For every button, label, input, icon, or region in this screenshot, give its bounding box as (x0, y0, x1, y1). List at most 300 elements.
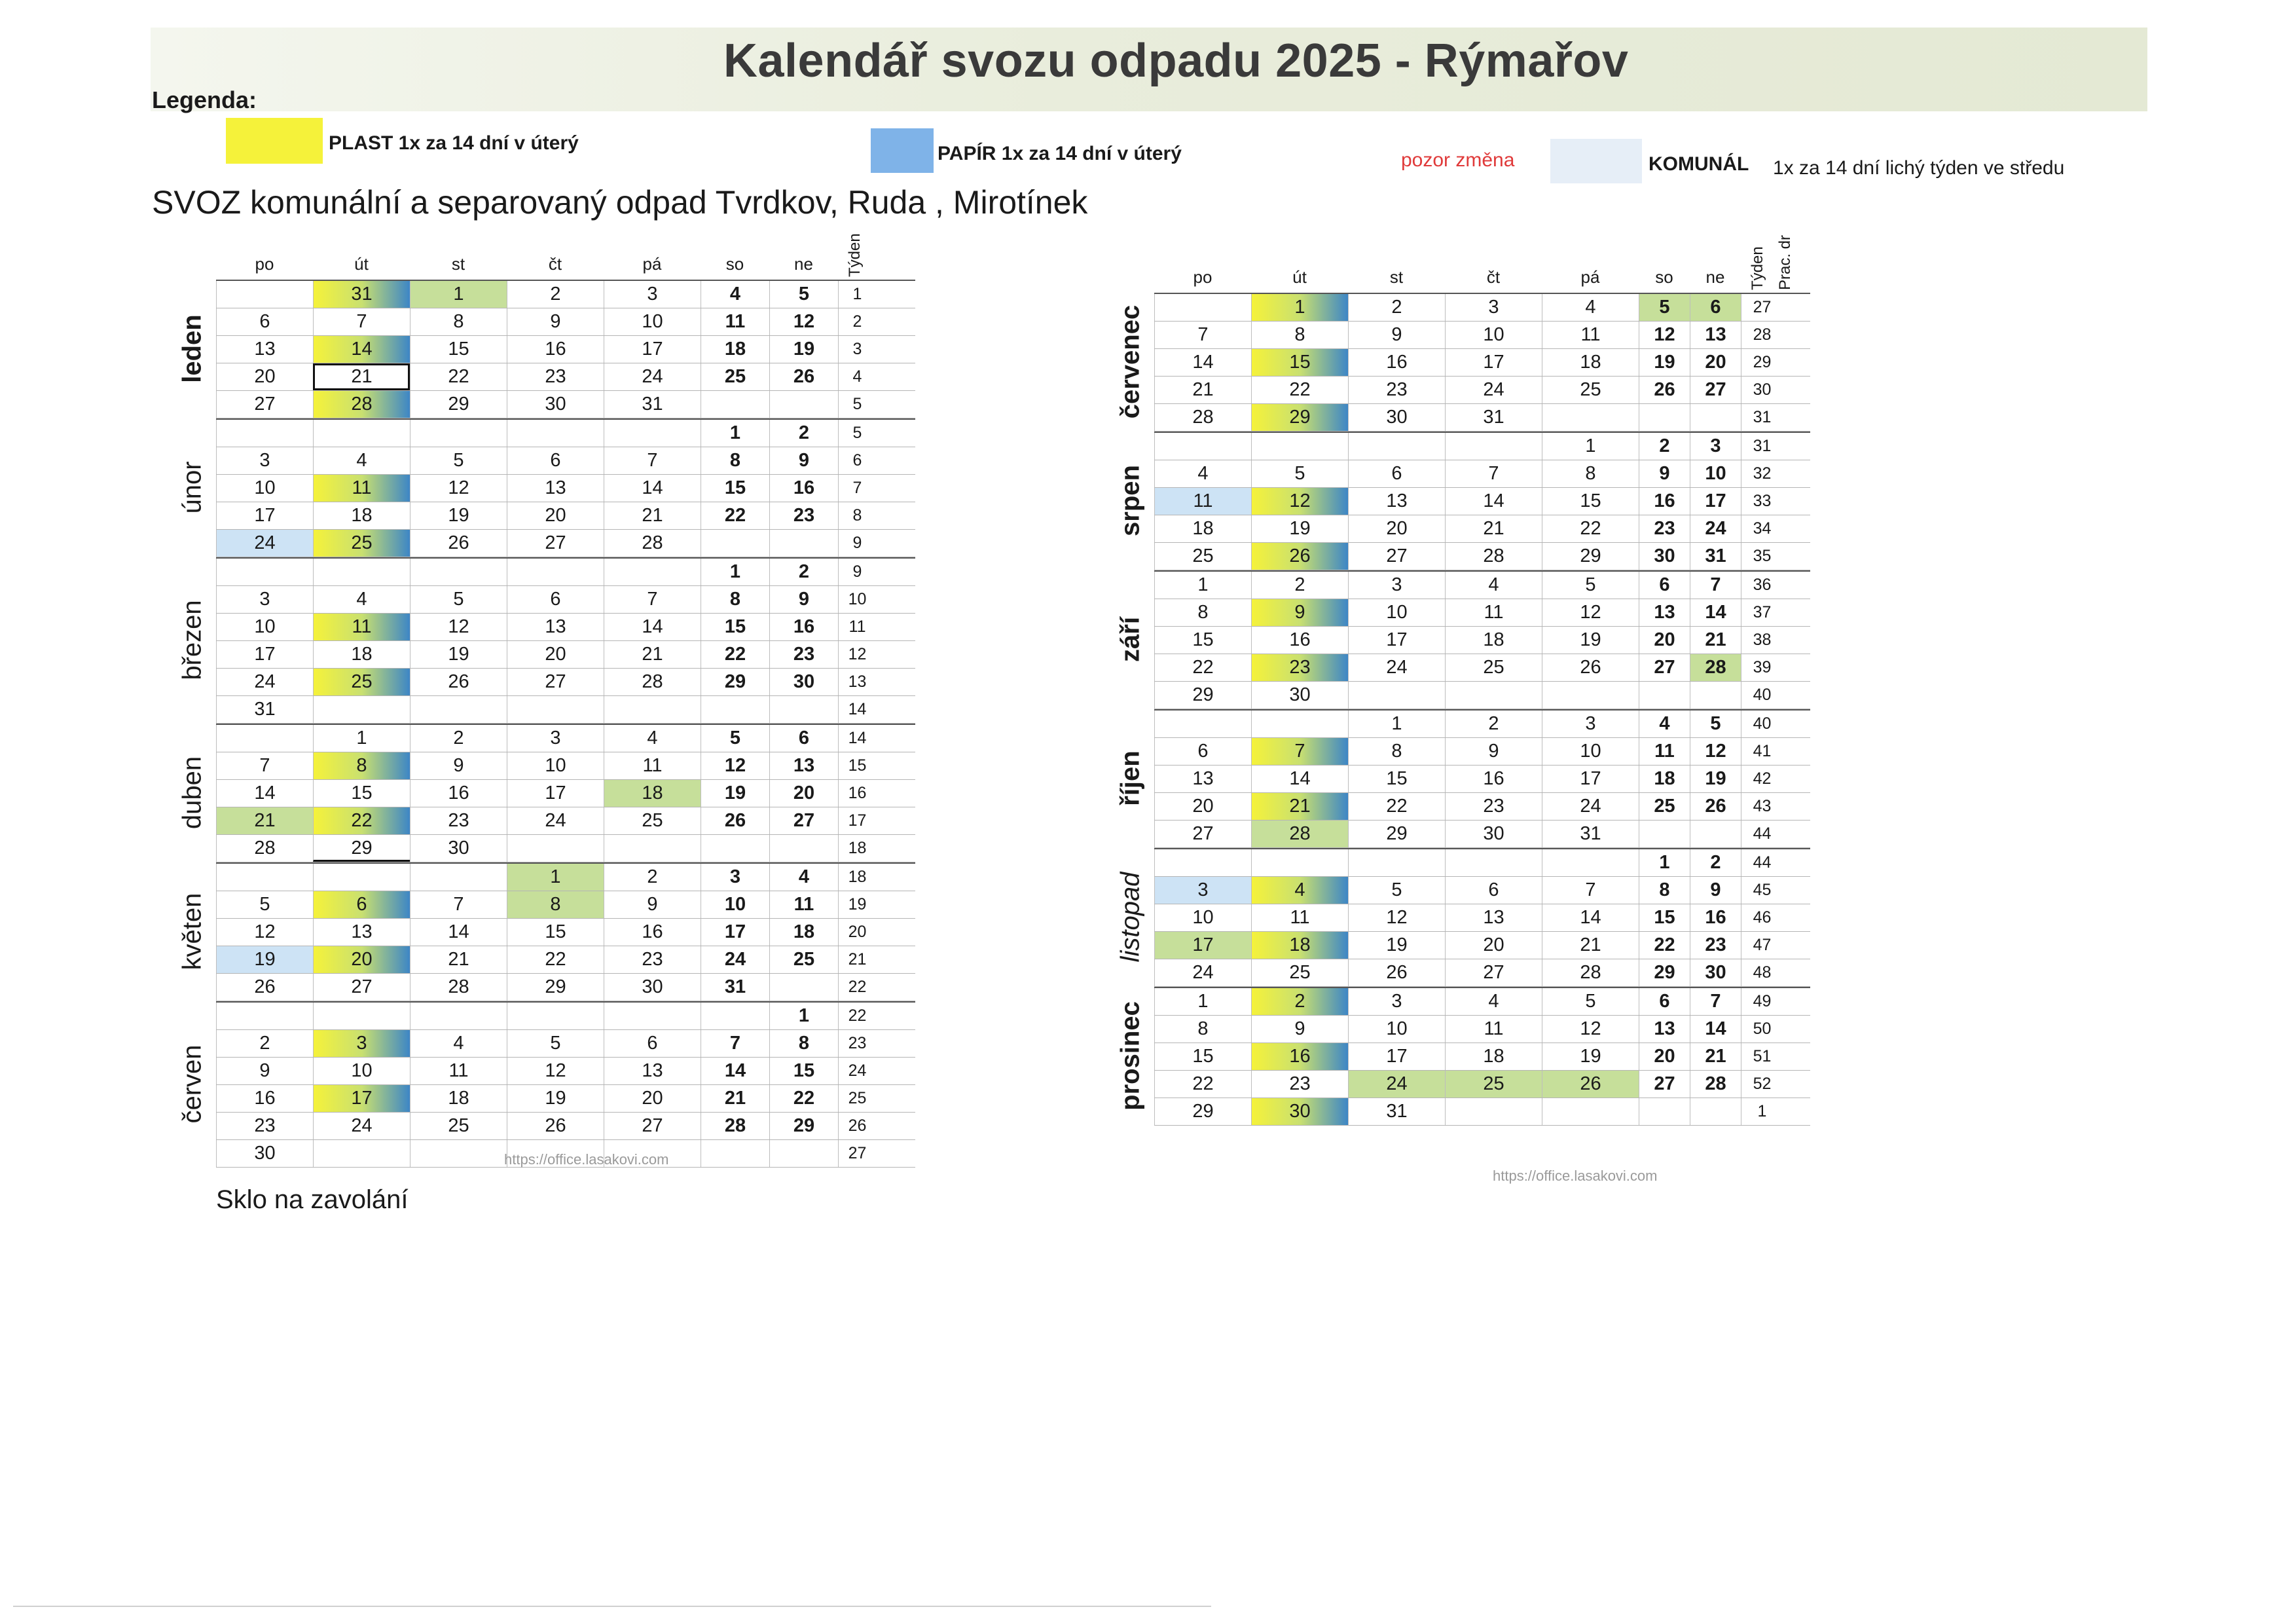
day-cell (701, 835, 769, 862)
day-cell: 4 (769, 864, 838, 891)
day-cell: 1 (701, 559, 769, 585)
day-cell: 19 (1542, 627, 1639, 654)
month-block (177, 1001, 915, 1168)
day-cell: 27 (1690, 377, 1741, 403)
day-cell: 23 (1639, 515, 1690, 542)
day-cell: 31 (1445, 404, 1542, 431)
day-cell: 15 (701, 475, 769, 502)
day-cell: 19 (1639, 349, 1690, 376)
day-cell: 6 (507, 447, 604, 474)
day-cell: 2 (410, 725, 507, 752)
day-cell: 26 (769, 363, 838, 390)
week-row (1154, 904, 1810, 932)
day-cell: 23 (769, 502, 838, 529)
week-row (216, 559, 915, 586)
day-cell: 13 (313, 919, 410, 946)
day-cell: 25 (313, 530, 410, 557)
day-cell: 29 (1251, 404, 1348, 431)
day-cell: 29 (1154, 682, 1251, 709)
day-cell: 14 (604, 475, 701, 502)
day-cell: 29 (769, 1113, 838, 1139)
day-cell: 17 (604, 336, 701, 363)
day-cell: 3 (507, 725, 604, 752)
day-cell: 31 (701, 974, 769, 1001)
day-cell: 2 (1251, 988, 1348, 1015)
day-cell: 17 (1154, 932, 1251, 959)
day-cell (769, 391, 838, 418)
day-cell: 15 (313, 780, 410, 807)
week-number: 37 (1741, 599, 1783, 626)
week-row (1154, 988, 1810, 1016)
day-cell: 18 (604, 780, 701, 807)
day-cell: 2 (1251, 572, 1348, 599)
day-cell: 1 (1639, 849, 1690, 876)
day-cell (1445, 682, 1542, 709)
week-number: 38 (1741, 627, 1783, 654)
day-cell: 22 (769, 1085, 838, 1112)
header-tyden: Týden (1749, 246, 1766, 290)
header-ut: út (1292, 267, 1307, 287)
day-cell: 30 (410, 835, 507, 862)
day-cell: 10 (1348, 1016, 1445, 1043)
day-cell: 29 (701, 669, 769, 695)
day-cell: 7 (313, 308, 410, 335)
day-cell: 4 (313, 586, 410, 613)
week-row (1154, 404, 1810, 432)
day-cell (701, 391, 769, 418)
day-cell (1690, 682, 1741, 709)
week-number: 14 (838, 696, 876, 723)
week-number: 32 (1741, 460, 1783, 487)
day-cell: 9 (507, 308, 604, 335)
week-row (216, 391, 915, 418)
day-cell: 18 (313, 502, 410, 529)
day-cell (1445, 433, 1542, 460)
day-cell: 30 (1251, 1098, 1348, 1125)
day-cell: 21 (701, 1085, 769, 1112)
day-cell: 28 (1690, 654, 1741, 681)
day-cell: 16 (1348, 349, 1445, 376)
week-row (216, 919, 915, 946)
day-cell: 31 (1348, 1098, 1445, 1125)
day-cell (769, 530, 838, 557)
day-cell: 2 (216, 1030, 313, 1057)
day-cell: 24 (1348, 1071, 1445, 1098)
day-cell: 15 (1348, 766, 1445, 792)
day-cell: 13 (604, 1058, 701, 1084)
day-cell: 6 (1639, 988, 1690, 1015)
day-cell: 23 (769, 641, 838, 668)
day-cell: 15 (1154, 627, 1251, 654)
day-cell: 30 (1445, 821, 1542, 847)
day-cell: 11 (410, 1058, 507, 1084)
day-cell (410, 559, 507, 585)
day-cell: 7 (1542, 877, 1639, 904)
week-row (1154, 1071, 1810, 1098)
day-cell: 14 (410, 919, 507, 946)
day-cell: 18 (1251, 932, 1348, 959)
day-cell: 28 (216, 835, 313, 862)
week-row (216, 308, 915, 336)
week-row (216, 614, 915, 641)
day-cell: 31 (216, 696, 313, 723)
month-label: květen (177, 893, 207, 970)
header-so: so (725, 254, 744, 274)
day-cell (1445, 1098, 1542, 1125)
legend-pozor-text: pozor změna (1401, 149, 1515, 171)
legend-papir-text: PAPÍR 1x za 14 dní v úterý (938, 143, 1182, 164)
day-cell: 14 (604, 614, 701, 640)
day-cell (410, 1003, 507, 1029)
day-cell: 15 (701, 614, 769, 640)
week-row (216, 363, 915, 391)
day-cell: 26 (410, 530, 507, 557)
header-st: st (1389, 267, 1404, 287)
day-cell: 18 (1154, 515, 1251, 542)
month-block (177, 724, 915, 862)
day-cell: 26 (1251, 543, 1348, 570)
day-cell (1348, 682, 1445, 709)
day-cell: 28 (1154, 404, 1251, 431)
day-cell: 11 (1445, 599, 1542, 626)
day-cell: 10 (701, 891, 769, 918)
day-cell (1542, 849, 1639, 876)
day-cell: 25 (604, 807, 701, 834)
month-block (177, 557, 915, 724)
header-prac: Prac. dr (1776, 234, 1794, 290)
legend-plast-text: PLAST 1x za 14 dní v úterý (329, 132, 579, 154)
day-cell (1690, 1098, 1741, 1125)
day-cell: 10 (604, 308, 701, 335)
week-number: 18 (838, 864, 876, 891)
day-cell (701, 1003, 769, 1029)
day-cell (507, 1003, 604, 1029)
day-cell: 31 (313, 281, 410, 308)
day-cell: 20 (216, 363, 313, 390)
day-cell: 29 (507, 974, 604, 1001)
header-pa: pá (642, 254, 662, 274)
day-cell: 30 (1639, 543, 1690, 570)
day-cell: 20 (604, 1085, 701, 1112)
day-cell: 16 (769, 614, 838, 640)
week-number: 41 (1741, 738, 1783, 765)
day-cell: 12 (507, 1058, 604, 1084)
week-number: 6 (838, 447, 876, 474)
watermark-left: https://office.lasakovi.com (504, 1151, 669, 1168)
day-cell: 7 (1154, 322, 1251, 348)
day-cell: 20 (1154, 793, 1251, 820)
day-cell: 22 (701, 641, 769, 668)
day-cell: 24 (216, 669, 313, 695)
week-row (1154, 460, 1810, 488)
day-cell: 8 (769, 1030, 838, 1057)
day-cell: 19 (507, 1085, 604, 1112)
day-cell: 10 (507, 752, 604, 779)
week-row (216, 780, 915, 807)
day-cell: 12 (1639, 322, 1690, 348)
day-cell: 21 (604, 641, 701, 668)
day-cell: 13 (1690, 322, 1741, 348)
day-cell: 17 (1690, 488, 1741, 515)
day-cell: 16 (604, 919, 701, 946)
day-cell: 13 (1639, 1016, 1690, 1043)
day-cell: 30 (1348, 404, 1445, 431)
day-cell: 26 (507, 1113, 604, 1139)
month-label: prosinec (1116, 1001, 1145, 1111)
day-cell: 28 (604, 530, 701, 557)
day-cell: 18 (1445, 1043, 1542, 1070)
week-row (1154, 682, 1810, 709)
day-cell: 25 (1251, 959, 1348, 986)
day-cell: 21 (1690, 1043, 1741, 1070)
week-number: 4 (838, 363, 876, 390)
page-title: Kalendář svozu odpadu 2025 - Rýmařov (723, 35, 1629, 87)
day-cell: 8 (1251, 322, 1348, 348)
day-cell (507, 420, 604, 447)
day-cell (1690, 821, 1741, 847)
day-cell: 16 (769, 475, 838, 502)
header-pa: pá (1580, 267, 1600, 287)
day-cell: 1 (701, 420, 769, 447)
day-cell: 24 (216, 530, 313, 557)
day-cell: 12 (216, 919, 313, 946)
week-row (1154, 599, 1810, 627)
day-cell (1639, 1098, 1690, 1125)
day-cell: 22 (313, 807, 410, 834)
day-cell: 12 (410, 475, 507, 502)
day-cell: 27 (604, 1113, 701, 1139)
day-cell (1154, 433, 1251, 460)
day-cell: 6 (313, 891, 410, 918)
header-ne: ne (1705, 267, 1725, 287)
week-number: 22 (838, 974, 876, 1001)
day-cell: 14 (1445, 488, 1542, 515)
week-row (216, 974, 915, 1001)
day-cell: 27 (1639, 1071, 1690, 1098)
day-cell: 27 (507, 530, 604, 557)
day-cell (604, 420, 701, 447)
day-cell: 21 (604, 502, 701, 529)
day-cell: 21 (313, 363, 410, 390)
day-cell: 22 (1154, 1071, 1251, 1098)
day-cell: 21 (410, 946, 507, 973)
day-cell: 22 (1542, 515, 1639, 542)
day-cell: 3 (701, 864, 769, 891)
day-cell: 24 (507, 807, 604, 834)
day-cell: 13 (769, 752, 838, 779)
day-cell: 17 (701, 919, 769, 946)
day-cell: 29 (410, 391, 507, 418)
week-number: 27 (1741, 294, 1783, 321)
day-cell: 26 (1348, 959, 1445, 986)
day-cell: 22 (1154, 654, 1251, 681)
day-cell: 6 (604, 1030, 701, 1057)
day-cell: 3 (1445, 294, 1542, 321)
week-row (216, 752, 915, 780)
day-cell: 1 (507, 864, 604, 891)
calendar-header (1154, 234, 1810, 293)
day-cell: 8 (1639, 877, 1690, 904)
day-cell: 13 (507, 475, 604, 502)
day-cell: 23 (1445, 793, 1542, 820)
day-cell: 7 (1690, 988, 1741, 1015)
day-cell: 22 (701, 502, 769, 529)
day-cell: 8 (1348, 738, 1445, 765)
day-cell: 27 (1348, 543, 1445, 570)
day-cell: 10 (1445, 322, 1542, 348)
day-cell: 17 (1445, 349, 1542, 376)
week-number: 18 (838, 835, 876, 862)
day-cell (216, 559, 313, 585)
day-cell: 15 (1542, 488, 1639, 515)
day-cell: 17 (1542, 766, 1639, 792)
day-cell: 22 (410, 363, 507, 390)
day-cell (1542, 1098, 1639, 1125)
week-number: 20 (838, 919, 876, 946)
day-cell: 26 (216, 974, 313, 1001)
week-number: 27 (838, 1140, 876, 1167)
legend-swatch-papir (871, 128, 934, 173)
day-cell: 27 (507, 669, 604, 695)
day-cell: 4 (410, 1030, 507, 1057)
day-cell: 16 (1251, 627, 1348, 654)
day-cell: 3 (1690, 433, 1741, 460)
day-cell: 9 (769, 586, 838, 613)
day-cell: 8 (410, 308, 507, 335)
day-cell: 12 (1542, 1016, 1639, 1043)
week-row (1154, 959, 1810, 987)
day-cell: 11 (1542, 322, 1639, 348)
day-cell: 18 (313, 641, 410, 668)
week-number: 23 (838, 1030, 876, 1057)
day-cell (701, 1140, 769, 1167)
day-cell: 21 (1690, 627, 1741, 654)
day-cell: 13 (1445, 904, 1542, 931)
day-cell (1251, 433, 1348, 460)
day-cell: 1 (1542, 433, 1639, 460)
day-cell: 8 (1154, 1016, 1251, 1043)
header-ut: út (354, 254, 369, 274)
day-cell: 14 (1251, 766, 1348, 792)
day-cell: 25 (1639, 793, 1690, 820)
day-cell: 13 (216, 336, 313, 363)
legend-label: Legenda: (152, 86, 257, 113)
day-cell (1445, 849, 1542, 876)
week-row (216, 530, 915, 557)
week-row (1154, 932, 1810, 959)
day-cell: 9 (410, 752, 507, 779)
week-number: 40 (1741, 710, 1783, 737)
day-cell (216, 1003, 313, 1029)
day-cell: 12 (1251, 488, 1348, 515)
week-row (216, 336, 915, 363)
day-cell (1639, 821, 1690, 847)
day-cell (1348, 433, 1445, 460)
day-cell: 31 (1690, 543, 1741, 570)
day-cell: 5 (1690, 710, 1741, 737)
day-cell: 12 (1348, 904, 1445, 931)
day-cell: 7 (604, 447, 701, 474)
day-cell: 24 (1542, 793, 1639, 820)
day-cell: 17 (216, 502, 313, 529)
month-label: listopad (1116, 872, 1145, 963)
month-label: červenec (1116, 304, 1145, 419)
week-number: 31 (1741, 433, 1783, 460)
week-row (216, 1030, 915, 1058)
month-label: září (1116, 617, 1145, 662)
day-cell: 15 (1154, 1043, 1251, 1070)
day-cell: 7 (410, 891, 507, 918)
day-cell: 9 (1251, 1016, 1348, 1043)
week-row (1154, 1016, 1810, 1043)
day-cell: 5 (701, 725, 769, 752)
week-row (1154, 294, 1810, 322)
day-cell: 29 (313, 835, 410, 862)
legend-swatch-plast (226, 118, 323, 164)
week-number: 16 (838, 780, 876, 807)
day-cell: 16 (1639, 488, 1690, 515)
day-cell: 4 (313, 447, 410, 474)
day-cell: 20 (1639, 627, 1690, 654)
day-cell: 19 (410, 641, 507, 668)
week-number: 14 (838, 725, 876, 752)
week-row (1154, 377, 1810, 404)
day-cell: 6 (1690, 294, 1741, 321)
week-row (1154, 877, 1810, 904)
day-cell: 30 (604, 974, 701, 1001)
day-cell (216, 864, 313, 891)
day-cell (410, 696, 507, 723)
day-cell: 11 (313, 614, 410, 640)
day-cell: 1 (313, 725, 410, 752)
week-row (216, 281, 915, 308)
day-cell: 9 (1251, 599, 1348, 626)
day-cell (216, 281, 313, 308)
day-cell: 9 (1639, 460, 1690, 487)
day-cell: 3 (313, 1030, 410, 1057)
day-cell: 30 (507, 391, 604, 418)
week-row (1154, 849, 1810, 877)
day-cell: 13 (1154, 766, 1251, 792)
day-cell: 2 (1690, 849, 1741, 876)
week-number: 35 (1741, 543, 1783, 570)
month-block (1116, 987, 1810, 1126)
day-cell: 12 (1542, 599, 1639, 626)
day-cell: 27 (216, 391, 313, 418)
day-cell: 27 (1154, 821, 1251, 847)
day-cell (604, 696, 701, 723)
header-ne: ne (794, 254, 813, 274)
day-cell: 8 (1154, 599, 1251, 626)
day-cell: 26 (410, 669, 507, 695)
week-number: 13 (838, 669, 876, 695)
day-cell: 29 (1348, 821, 1445, 847)
day-cell: 14 (1154, 349, 1251, 376)
day-cell: 18 (1639, 766, 1690, 792)
day-cell (1154, 294, 1251, 321)
week-row (1154, 793, 1810, 821)
day-cell: 21 (1251, 793, 1348, 820)
day-cell: 22 (1251, 377, 1348, 403)
week-row (1154, 738, 1810, 766)
week-number: 22 (838, 1003, 876, 1029)
day-cell: 5 (769, 281, 838, 308)
week-number: 40 (1741, 682, 1783, 709)
day-cell: 31 (604, 391, 701, 418)
header-tyden: Týden (846, 233, 864, 277)
day-cell: 6 (1154, 738, 1251, 765)
day-cell: 3 (1154, 877, 1251, 904)
